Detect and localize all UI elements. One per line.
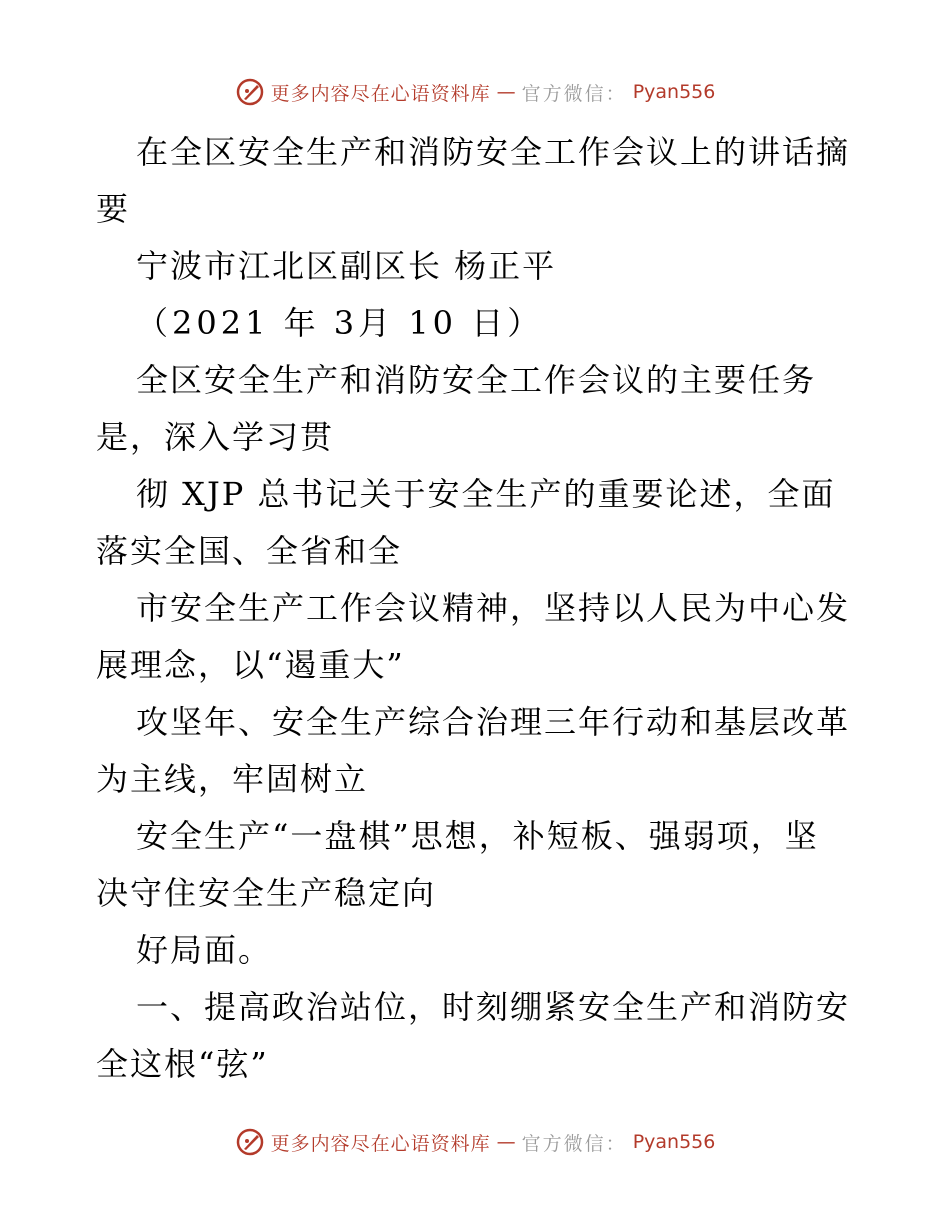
quill-pen-circle-icon	[235, 77, 265, 107]
watermark-official-label: 官方微信：	[521, 1132, 627, 1155]
quill-pen-circle-icon	[235, 1127, 265, 1157]
doc-line-16: 一、提高政治站位，时刻绷紧安全生产和消防安	[136, 988, 851, 1026]
doc-line-11: 攻坚年、安全生产综合治理三年行动和基层改革	[136, 703, 851, 741]
doc-line-2: 要	[96, 190, 131, 228]
watermark-dash: —	[496, 1131, 516, 1153]
doc-line-17: 全这根“弦”	[96, 1045, 269, 1083]
doc-line-9: 市安全生产工作会议精神，坚持以人民为中心发	[136, 589, 851, 627]
doc-line-5: 全区安全生产和消防安全工作会议的主要任务	[136, 361, 817, 399]
watermark-official-label: 官方微信：	[521, 82, 627, 105]
doc-line-7: 彻 XJP 总书记关于安全生产的重要论述，全面	[136, 475, 836, 513]
bottom-watermark-banner	[0, 1122, 950, 1162]
watermark-wechat-id: Pyan556	[632, 1131, 716, 1153]
doc-line-15: 好局面。	[136, 931, 273, 969]
doc-line-12: 为主线，牢固树立	[96, 760, 369, 798]
doc-line-4: （2021 年 3月 10 日）	[136, 304, 544, 342]
doc-line-1: 在全区安全生产和消防安全工作会议上的讲话摘	[136, 133, 851, 171]
doc-line-14: 决守住安全生产稳定向	[96, 874, 437, 912]
watermark-wechat-id: Pyan556	[632, 81, 716, 103]
doc-line-13: 安全生产“一盘棋”思想，补短板、强弱项，坚	[136, 817, 819, 855]
document-body	[96, 124, 856, 1093]
doc-line-3: 宁波市江北区副区长 杨正平	[136, 247, 557, 285]
watermark-promo-text: 更多内容尽在心语资料库	[270, 82, 491, 105]
watermark-dash: —	[496, 81, 516, 103]
top-watermark-banner	[0, 72, 950, 112]
watermark-promo-text: 更多内容尽在心语资料库	[270, 1132, 491, 1155]
doc-line-8: 落实全国、全省和全	[96, 532, 403, 570]
doc-line-10: 展理念，以“遏重大”	[96, 646, 405, 684]
doc-line-6: 是，深入学习贯	[96, 418, 335, 456]
